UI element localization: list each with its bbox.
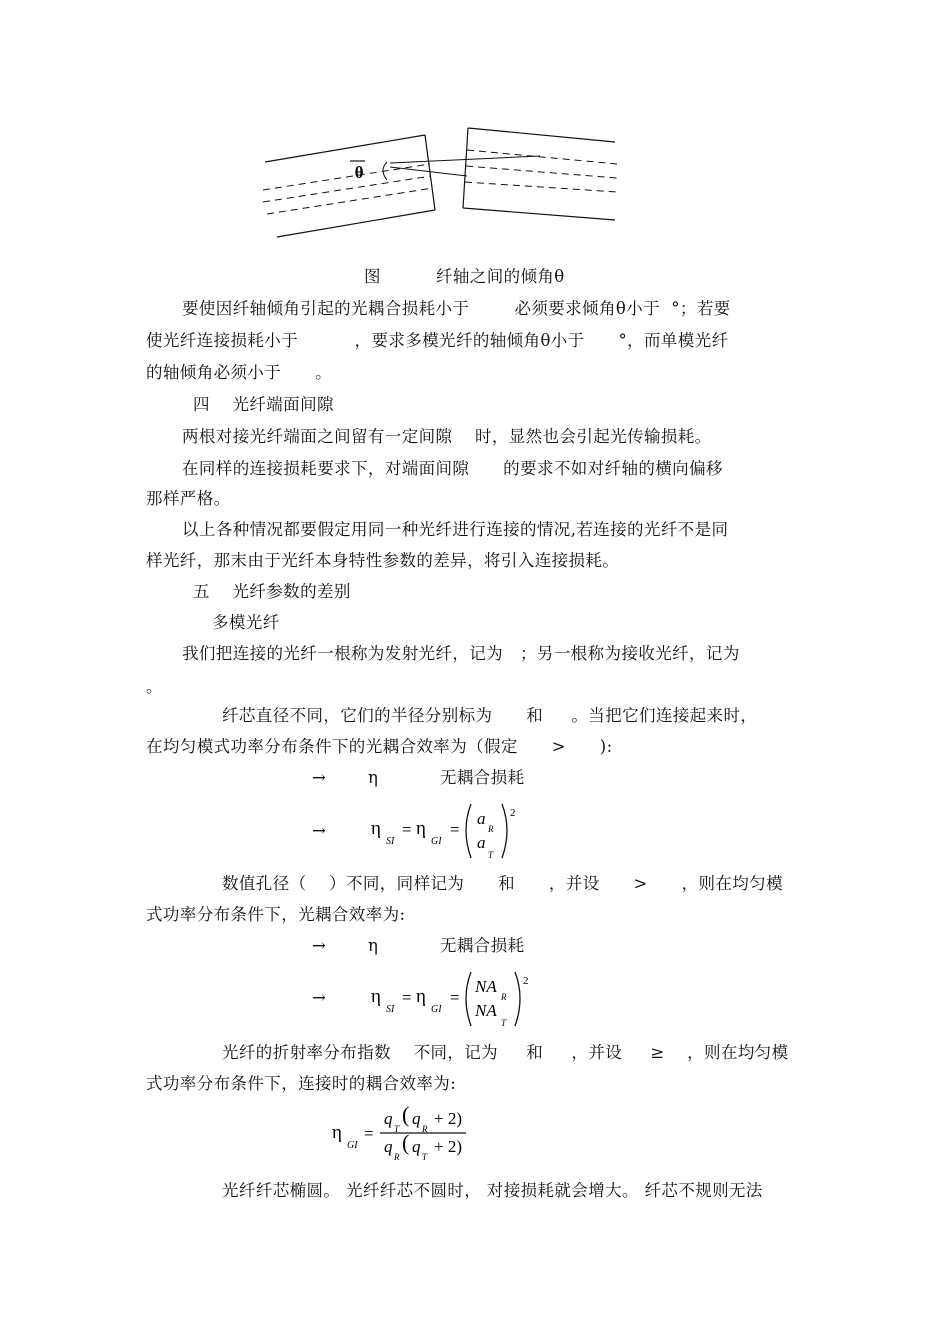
section-4-para-3-line-2: 样光纤，那末由于光纤本身特性参数的差异，将引入连接损耗。 [146, 551, 620, 570]
equation-symbol: R [488, 824, 494, 834]
equation-symbol: q [412, 1137, 421, 1156]
equation-symbol: η [416, 818, 426, 839]
na-eq1-eta: η [368, 936, 379, 955]
equation-symbol: R [501, 992, 507, 1002]
equation-symbol: η [371, 818, 381, 839]
section-4-para-3-line-1: 以上各种情况都要假定用同一种光纤进行连接的情况,若连接的光纤不是同 [182, 520, 729, 539]
figure-caption-label: 图 [364, 267, 381, 286]
theta-label: θ [354, 163, 364, 182]
tilt-paragraph-line-3: 的轴倾角必须小于 。 [146, 363, 332, 382]
equation-symbol: a [477, 809, 486, 828]
core-radius-equation [365, 798, 535, 864]
equation-symbol: = [402, 820, 412, 839]
section-5-heading: 五 光纤参数的差别 [193, 582, 351, 601]
index-profile-equation [330, 1100, 490, 1166]
equation-symbol: T [501, 1018, 507, 1028]
equation-symbol: NA [475, 1001, 497, 1020]
equation-symbol: GI [347, 1140, 358, 1151]
equation-symbol: ( [402, 1102, 410, 1127]
section-5-para-1-line-1: 我们把连接的光纤一根称为发射光纤，记为 ；另一根称为接收光纤，记为 [182, 644, 740, 663]
equation-symbol: R [394, 1152, 400, 1162]
core-eq2-arrow: → [312, 821, 327, 840]
section-4-para-1: 两根对接光纤端面之间留有一定间隙 时，显然也会引起光传输损耗。 [182, 427, 712, 446]
equation-symbol: η [371, 986, 381, 1007]
equation-symbol: = [364, 1124, 374, 1143]
numerical-aperture-equation [365, 966, 545, 1032]
equation-symbol: GI [431, 1004, 442, 1015]
equation-symbol: SI [386, 836, 395, 847]
index-profile-line-2: 式功率分布条件下，连接时的耦合效率为: [146, 1074, 457, 1093]
equation-symbol: 2 [510, 807, 516, 819]
core-eq1-arrow: → [312, 768, 327, 787]
equation-symbol: + 2) [434, 1137, 462, 1156]
equation-symbol: η [416, 986, 426, 1007]
fiber-tilt-figure [255, 120, 625, 245]
section-4-heading: 四 光纤端面间隙 [193, 395, 334, 414]
figure-caption: 纤轴之间的倾角θ [436, 267, 565, 286]
equation-symbol: T [488, 850, 494, 860]
equation-symbol: + 2) [434, 1109, 462, 1128]
section-4-para-2-line-2: 那样严格。 [146, 489, 231, 508]
equation-symbol: NA [475, 977, 497, 996]
equation-symbol: q [384, 1109, 393, 1128]
na-eq1-text: 无耦合损耗 [440, 936, 525, 955]
na-eq2-arrow: → [312, 988, 327, 1007]
tilt-paragraph-line-2: 使光纤连接损耗小于 ，要求多模光纤的轴倾角θ小于 °，而单模光纤 [146, 331, 729, 350]
equation-symbol: T [422, 1152, 428, 1162]
equation-symbol: q [384, 1137, 393, 1156]
ellipse-core-line: 光纤纤芯椭圆。 光纤纤芯不圆时， 对接损耗就会增大。 纤芯不规则无法 [222, 1181, 763, 1200]
tilt-paragraph-line-1: 要使因纤轴倾角引起的光耦合损耗小于 必须要求倾角θ小于 °；若要 [182, 299, 731, 318]
core-eq1-eta: η [368, 768, 379, 787]
core-diameter-line-1: 纤芯直径不同，它们的半径分别标为 和 。当把它们连接起来时， [222, 706, 758, 725]
equation-symbol: = [402, 988, 412, 1007]
equation-symbol: 2 [523, 975, 529, 987]
na-line-1: 数值孔径（ ）不同，同样记为 和 ，并设 > ，则在均匀模 [222, 874, 783, 893]
equation-symbol: η [332, 1122, 342, 1143]
core-diameter-line-2: 在均匀模式功率分布条件下的光耦合效率为（假定 > ): [146, 737, 613, 756]
equation-symbol: ( [402, 1130, 410, 1155]
equation-symbol: q [412, 1109, 421, 1128]
section-5-para-1-line-2: 。 [146, 677, 163, 696]
equation-symbol: = [450, 820, 460, 839]
multimode-subheading: 多模光纤 [212, 613, 280, 632]
index-profile-line-1: 光纤的折射率分布指数 不同，记为 和 ，并设 ≥ ，则在均匀模 [222, 1043, 789, 1062]
equation-symbol: SI [386, 1004, 395, 1015]
na-eq1-arrow: → [312, 936, 327, 955]
equation-symbol: = [450, 988, 460, 1007]
equation-symbol: a [477, 833, 486, 852]
equation-symbol: GI [431, 836, 442, 847]
core-eq1-text: 无耦合损耗 [440, 768, 525, 787]
na-line-2: 式功率分布条件下，光耦合效率为: [146, 905, 406, 924]
equation-symbol: R [422, 1124, 428, 1134]
equation-symbol: T [394, 1124, 400, 1134]
section-4-para-2-line-1: 在同样的连接损耗要求下，对端面间隙 的要求不如对纤轴的横向偏移 [182, 459, 723, 478]
